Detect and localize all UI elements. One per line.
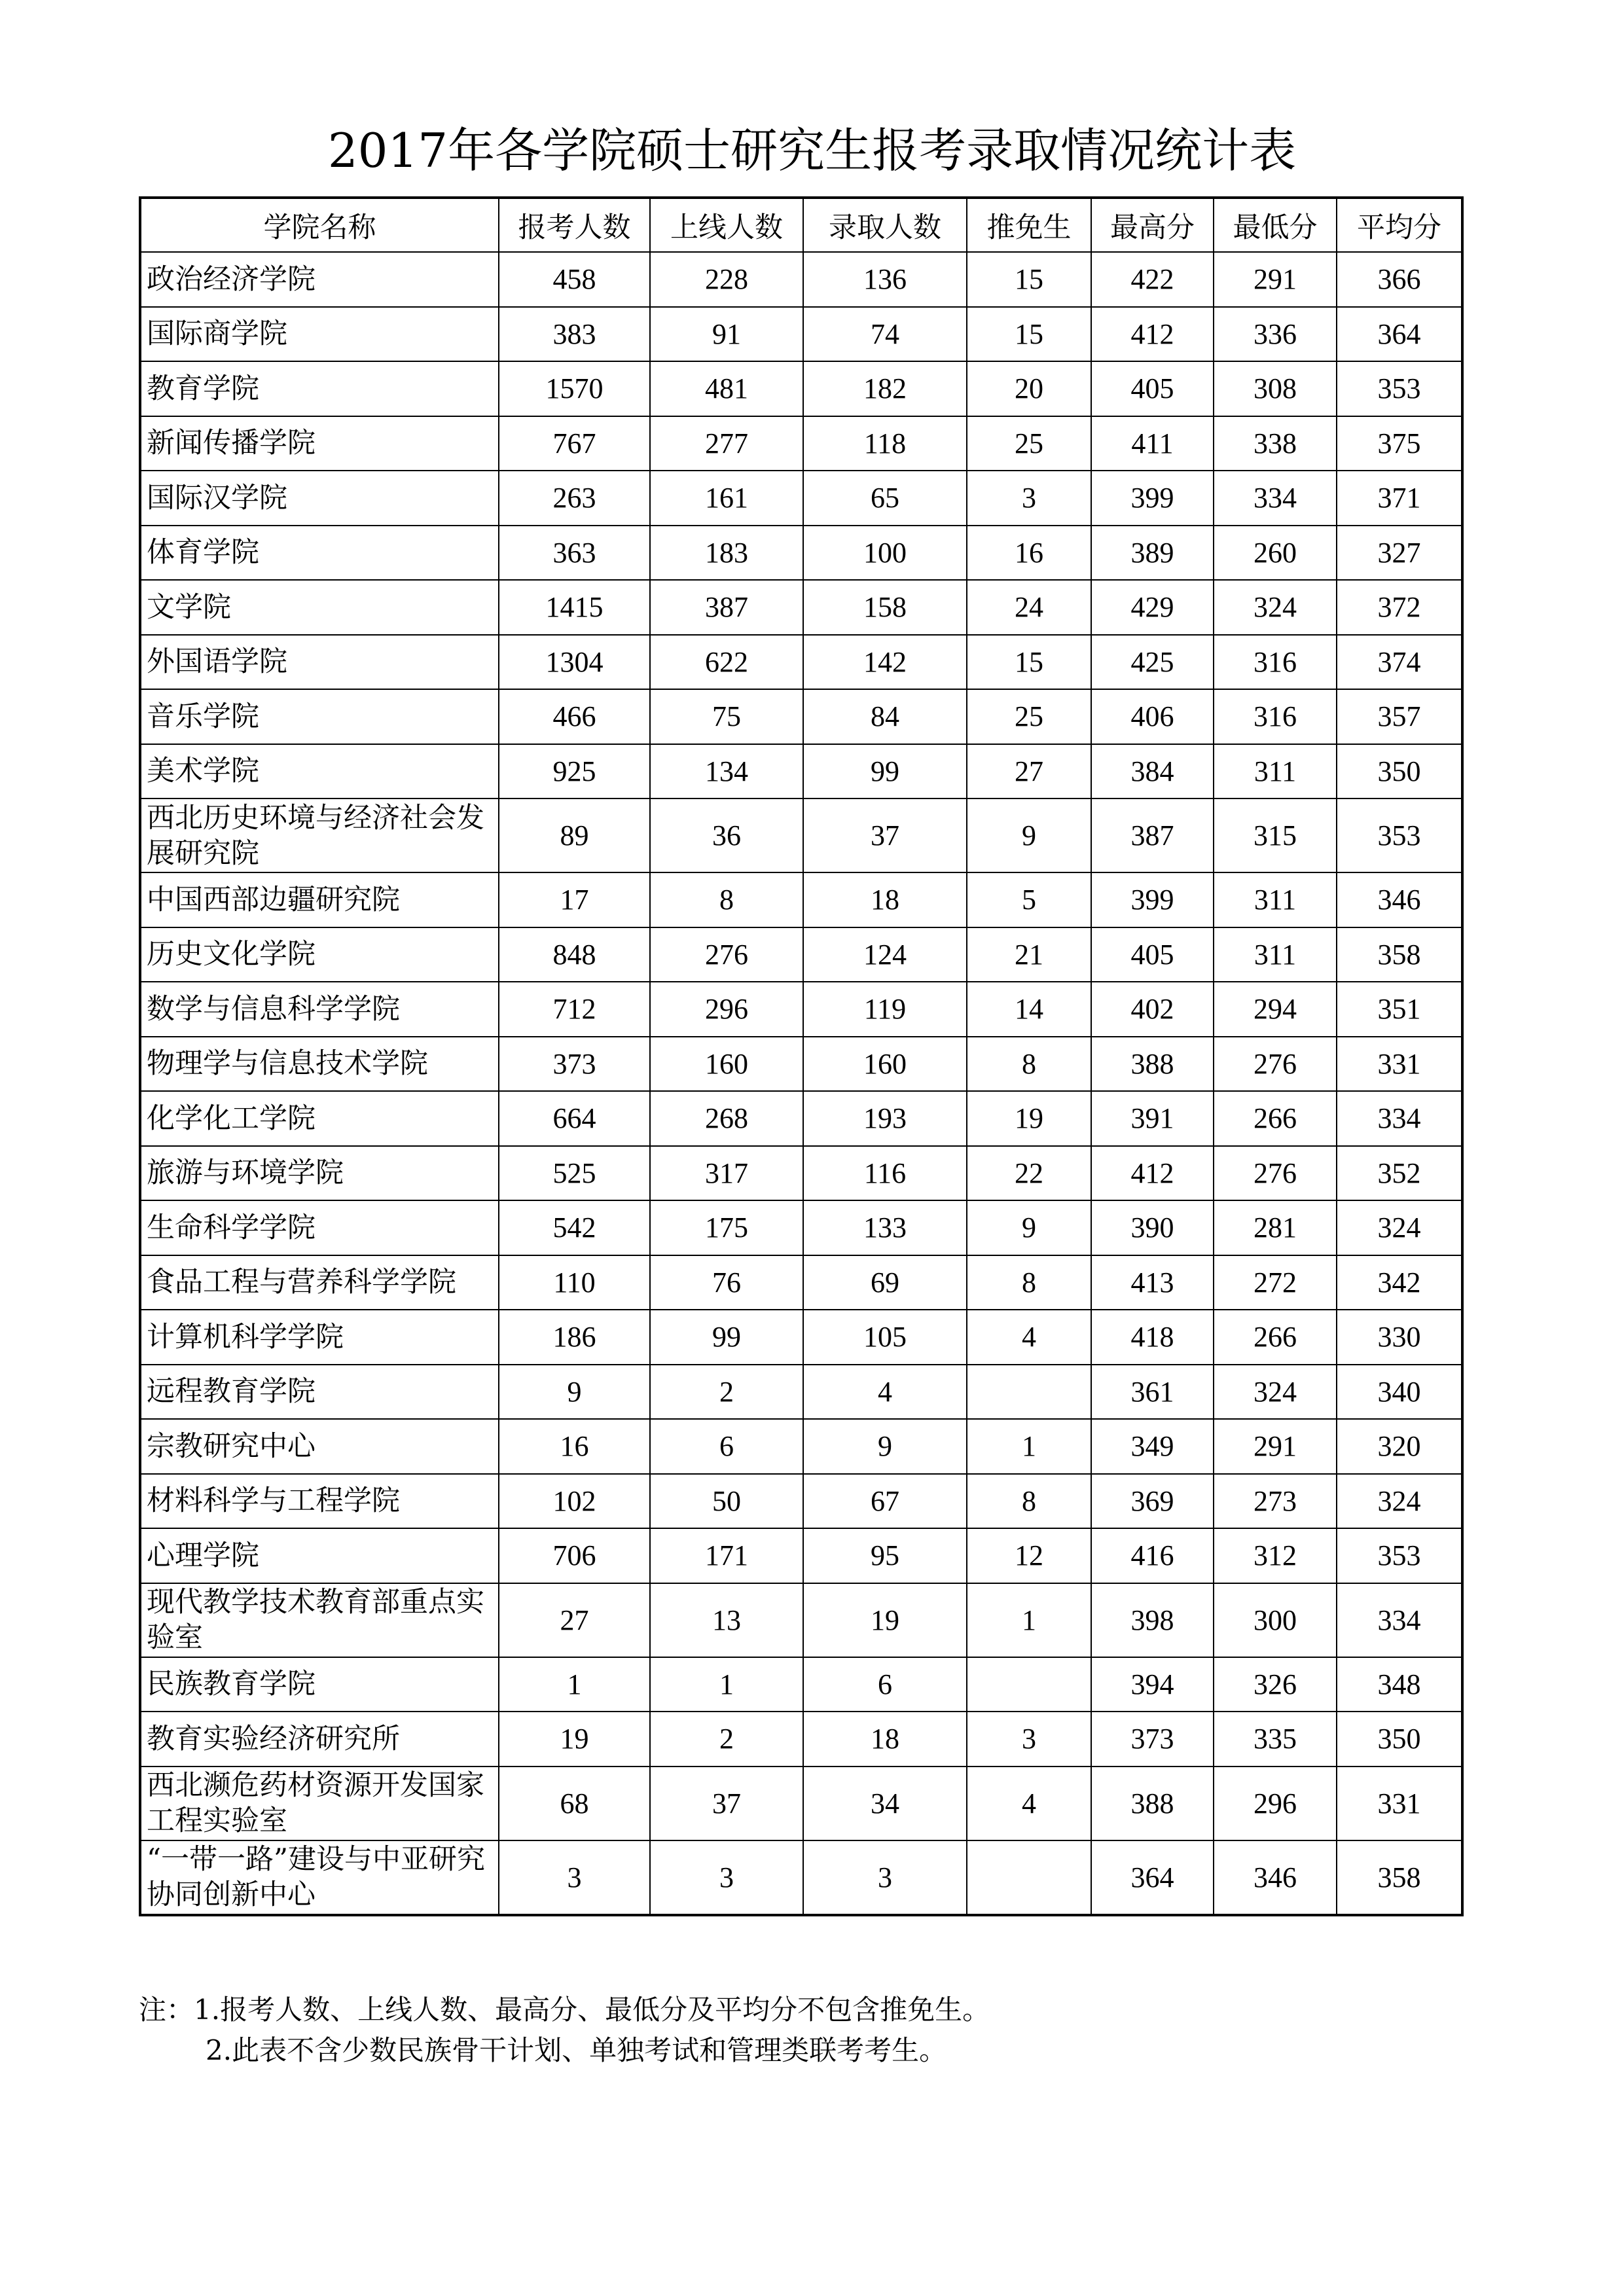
table-row: [140, 1200, 1462, 1255]
table-cell: 364: [1337, 307, 1462, 362]
table-cell: 16: [967, 526, 1091, 581]
table-cell: 100: [803, 526, 967, 581]
table-cell: 95: [803, 1528, 967, 1583]
table-cell: 308: [1214, 361, 1337, 416]
table-cell: 411: [1091, 416, 1214, 471]
table-cell: 388: [1091, 1767, 1214, 1840]
table-row: [140, 526, 1462, 581]
table-cell: 320: [1337, 1419, 1462, 1474]
table-row: [140, 1365, 1462, 1420]
institution-name-cell: 音乐学院: [140, 689, 499, 744]
table-cell: 326: [1214, 1657, 1337, 1712]
table-cell: 3: [499, 1840, 650, 1915]
table-cell: 119: [803, 982, 967, 1037]
institution-name-cell: 文学院: [140, 580, 499, 635]
table-cell: 664: [499, 1091, 650, 1146]
table-cell: 338: [1214, 416, 1337, 471]
table-cell: 15: [967, 307, 1091, 362]
table-cell: 425: [1091, 635, 1214, 690]
table-cell: 136: [803, 252, 967, 307]
institution-name-cell: 西北历史环境与经济社会发展研究院: [140, 798, 499, 872]
table-cell: 175: [650, 1200, 803, 1255]
table-cell: 1: [967, 1419, 1091, 1474]
table-cell: 142: [803, 635, 967, 690]
table-cell: 366: [1337, 252, 1462, 307]
table-cell: 373: [499, 1037, 650, 1092]
table-cell: 767: [499, 416, 650, 471]
table-cell: 373: [1091, 1712, 1214, 1767]
table-cell: 277: [650, 416, 803, 471]
table-cell: [967, 1657, 1091, 1712]
table-cell: 296: [1214, 1767, 1337, 1840]
table-cell: 334: [1337, 1091, 1462, 1146]
table-cell: 6: [803, 1657, 967, 1712]
table-cell: 357: [1337, 689, 1462, 744]
table-cell: 353: [1337, 798, 1462, 872]
table-cell: 228: [650, 252, 803, 307]
table-cell: 161: [650, 471, 803, 526]
table-cell: 848: [499, 927, 650, 982]
table-cell: 25: [967, 689, 1091, 744]
table-cell: 358: [1337, 927, 1462, 982]
table-cell: 353: [1337, 361, 1462, 416]
table-row: [140, 927, 1462, 982]
table-cell: 361: [1091, 1365, 1214, 1420]
table-cell: 8: [967, 1037, 1091, 1092]
table-cell: 4: [803, 1365, 967, 1420]
table-cell: 9: [803, 1419, 967, 1474]
table-cell: 19: [499, 1712, 650, 1767]
table-cell: 389: [1091, 526, 1214, 581]
table-cell: 429: [1091, 580, 1214, 635]
table-row: [140, 798, 1462, 872]
table-cell: 413: [1091, 1255, 1214, 1310]
table-row: [140, 1528, 1462, 1583]
table-cell: 351: [1337, 982, 1462, 1037]
institution-name-cell: 现代教学技术教育部重点实验室: [140, 1583, 499, 1657]
institution-name-cell: 历史文化学院: [140, 927, 499, 982]
table-cell: 387: [650, 580, 803, 635]
table-cell: 182: [803, 361, 967, 416]
table-cell: 9: [967, 1200, 1091, 1255]
table-cell: 266: [1214, 1310, 1337, 1365]
institution-name-cell: “一带一路”建设与中亚研究协同创新中心: [140, 1840, 499, 1915]
table-cell: 317: [650, 1146, 803, 1201]
table-cell: 622: [650, 635, 803, 690]
table-cell: 390: [1091, 1200, 1214, 1255]
table-cell: 2: [650, 1365, 803, 1420]
table-cell: 8: [967, 1474, 1091, 1529]
table-row: [140, 872, 1462, 927]
table-row: [140, 416, 1462, 471]
table-cell: 1: [499, 1657, 650, 1712]
table-cell: 481: [650, 361, 803, 416]
table-cell: 20: [967, 361, 1091, 416]
table-cell: 330: [1337, 1310, 1462, 1365]
table-cell: 193: [803, 1091, 967, 1146]
table-cell: 311: [1214, 872, 1337, 927]
table-cell: 2: [650, 1712, 803, 1767]
column-header: 最高分: [1091, 198, 1214, 252]
table-row: [140, 1474, 1462, 1529]
table-cell: 1304: [499, 635, 650, 690]
table-cell: 311: [1214, 744, 1337, 799]
table-cell: 171: [650, 1528, 803, 1583]
column-header: 学院名称: [140, 198, 499, 252]
table-row: [140, 361, 1462, 416]
table-cell: 273: [1214, 1474, 1337, 1529]
table-cell: 346: [1337, 872, 1462, 927]
table-cell: 263: [499, 471, 650, 526]
table-cell: 399: [1091, 872, 1214, 927]
institution-name-cell: 教育实验经济研究所: [140, 1712, 499, 1767]
table-cell: 102: [499, 1474, 650, 1529]
table-cell: 183: [650, 526, 803, 581]
table-cell: 391: [1091, 1091, 1214, 1146]
table-cell: 9: [967, 798, 1091, 872]
table-cell: 331: [1337, 1767, 1462, 1840]
table-cell: 405: [1091, 361, 1214, 416]
table-cell: 68: [499, 1767, 650, 1840]
institution-name-cell: 国际汉学院: [140, 471, 499, 526]
table-cell: 340: [1337, 1365, 1462, 1420]
table-cell: 276: [1214, 1146, 1337, 1201]
table-cell: 350: [1337, 744, 1462, 799]
table-cell: 383: [499, 307, 650, 362]
table-cell: 27: [967, 744, 1091, 799]
table-cell: 76: [650, 1255, 803, 1310]
table-cell: 1: [650, 1657, 803, 1712]
table-cell: 327: [1337, 526, 1462, 581]
table-cell: 294: [1214, 982, 1337, 1037]
institution-name-cell: 西北濒危药材资源开发国家工程实验室: [140, 1767, 499, 1840]
table-cell: 315: [1214, 798, 1337, 872]
table-cell: [967, 1365, 1091, 1420]
table-cell: 3: [967, 471, 1091, 526]
table-cell: 110: [499, 1255, 650, 1310]
table-row: [140, 471, 1462, 526]
table-cell: 466: [499, 689, 650, 744]
table-row: [140, 580, 1462, 635]
table-cell: 24: [967, 580, 1091, 635]
table-row: [140, 1657, 1462, 1712]
table-cell: 84: [803, 689, 967, 744]
institution-name-cell: 民族教育学院: [140, 1657, 499, 1712]
table-cell: 412: [1091, 307, 1214, 362]
table-row: [140, 1091, 1462, 1146]
table-row: [140, 252, 1462, 307]
table-cell: 25: [967, 416, 1091, 471]
institution-name-cell: 化学化工学院: [140, 1091, 499, 1146]
table-cell: 75: [650, 689, 803, 744]
institution-name-cell: 旅游与环境学院: [140, 1146, 499, 1201]
institution-name-cell: 数学与信息科学学院: [140, 982, 499, 1037]
table-cell: 369: [1091, 1474, 1214, 1529]
table-cell: [967, 1840, 1091, 1915]
footnotes: [139, 1990, 1448, 2071]
table-cell: 349: [1091, 1419, 1214, 1474]
table-row: [140, 1310, 1462, 1365]
table-cell: 300: [1214, 1583, 1337, 1657]
table-cell: 296: [650, 982, 803, 1037]
table-cell: 399: [1091, 471, 1214, 526]
table-cell: 37: [803, 798, 967, 872]
table-cell: 402: [1091, 982, 1214, 1037]
institution-name-cell: 外国语学院: [140, 635, 499, 690]
admission-stats-table: [139, 196, 1464, 1916]
table-cell: 350: [1337, 1712, 1462, 1767]
table-cell: 160: [650, 1037, 803, 1092]
footnote-2: 2.此表不含少数民族骨干计划、单独考试和管理类联考考生。: [206, 2034, 947, 2066]
institution-name-cell: 心理学院: [140, 1528, 499, 1583]
table-cell: 9: [499, 1365, 650, 1420]
table-cell: 37: [650, 1767, 803, 1840]
table-cell: 398: [1091, 1583, 1214, 1657]
table-cell: 316: [1214, 635, 1337, 690]
table-cell: 116: [803, 1146, 967, 1201]
table-cell: 358: [1337, 1840, 1462, 1915]
table-cell: 311: [1214, 927, 1337, 982]
table-cell: 384: [1091, 744, 1214, 799]
table-row: [140, 1712, 1462, 1767]
table-cell: 27: [499, 1583, 650, 1657]
institution-name-cell: 计算机科学学院: [140, 1310, 499, 1365]
table-cell: 34: [803, 1767, 967, 1840]
table-cell: 160: [803, 1037, 967, 1092]
column-header: 平均分: [1337, 198, 1462, 252]
table-row: [140, 1419, 1462, 1474]
table-row: [140, 1840, 1462, 1915]
table-row: [140, 1583, 1462, 1657]
column-header: 录取人数: [803, 198, 967, 252]
table-header-row: [140, 198, 1462, 252]
institution-name-cell: 美术学院: [140, 744, 499, 799]
table-cell: 388: [1091, 1037, 1214, 1092]
table-cell: 346: [1214, 1840, 1337, 1915]
table-cell: 276: [1214, 1037, 1337, 1092]
table-cell: 348: [1337, 1657, 1462, 1712]
table-cell: 418: [1091, 1310, 1214, 1365]
institution-name-cell: 新闻传播学院: [140, 416, 499, 471]
table-cell: 712: [499, 982, 650, 1037]
table-row: [140, 307, 1462, 362]
institution-name-cell: 远程教育学院: [140, 1365, 499, 1420]
table-cell: 21: [967, 927, 1091, 982]
column-header: 推免生: [967, 198, 1091, 252]
table-cell: 15: [967, 635, 1091, 690]
table-cell: 334: [1337, 1583, 1462, 1657]
table-cell: 99: [803, 744, 967, 799]
table-cell: 14: [967, 982, 1091, 1037]
column-header: 上线人数: [650, 198, 803, 252]
page-title: 2017年各学院硕士研究生报考录取情况统计表: [327, 123, 1297, 178]
table-cell: 458: [499, 252, 650, 307]
table-cell: 406: [1091, 689, 1214, 744]
table-cell: 36: [650, 798, 803, 872]
table-cell: 364: [1091, 1840, 1214, 1915]
table-cell: 18: [803, 1712, 967, 1767]
table-cell: 416: [1091, 1528, 1214, 1583]
table-cell: 5: [967, 872, 1091, 927]
table-row: [140, 1767, 1462, 1840]
table-cell: 50: [650, 1474, 803, 1529]
table-cell: 374: [1337, 635, 1462, 690]
table-cell: 375: [1337, 416, 1462, 471]
table-cell: 331: [1337, 1037, 1462, 1092]
table-cell: 353: [1337, 1528, 1462, 1583]
table-cell: 17: [499, 872, 650, 927]
institution-name-cell: 中国西部边疆研究院: [140, 872, 499, 927]
table-cell: 8: [650, 872, 803, 927]
table-row: [140, 1146, 1462, 1201]
table-cell: 412: [1091, 1146, 1214, 1201]
footnote-1: 注：1.报考人数、上线人数、最高分、最低分及平均分不包含推免生。: [139, 1994, 990, 2026]
table-cell: 324: [1214, 1365, 1337, 1420]
table-cell: 134: [650, 744, 803, 799]
table-cell: 15: [967, 252, 1091, 307]
table-cell: 105: [803, 1310, 967, 1365]
table-cell: 124: [803, 927, 967, 982]
table-cell: 89: [499, 798, 650, 872]
table-cell: 74: [803, 307, 967, 362]
table-cell: 3: [967, 1712, 1091, 1767]
table-cell: 186: [499, 1310, 650, 1365]
table-cell: 133: [803, 1200, 967, 1255]
table-cell: 372: [1337, 580, 1462, 635]
table-cell: 1: [967, 1583, 1091, 1657]
table-cell: 99: [650, 1310, 803, 1365]
table-cell: 12: [967, 1528, 1091, 1583]
institution-name-cell: 宗教研究中心: [140, 1419, 499, 1474]
table-row: [140, 1037, 1462, 1092]
table-cell: 281: [1214, 1200, 1337, 1255]
institution-name-cell: 物理学与信息技术学院: [140, 1037, 499, 1092]
table-cell: 19: [967, 1091, 1091, 1146]
table-cell: 324: [1337, 1200, 1462, 1255]
table-cell: 3: [650, 1840, 803, 1915]
table-cell: 118: [803, 416, 967, 471]
column-header: 最低分: [1214, 198, 1337, 252]
table-cell: 8: [967, 1255, 1091, 1310]
institution-name-cell: 教育学院: [140, 361, 499, 416]
table-cell: 4: [967, 1767, 1091, 1840]
table-cell: 272: [1214, 1255, 1337, 1310]
table-cell: 312: [1214, 1528, 1337, 1583]
table-cell: 266: [1214, 1091, 1337, 1146]
table-cell: 16: [499, 1419, 650, 1474]
table-cell: 22: [967, 1146, 1091, 1201]
table-cell: 4: [967, 1310, 1091, 1365]
table-cell: 69: [803, 1255, 967, 1310]
table-cell: 3: [803, 1840, 967, 1915]
table-cell: 18: [803, 872, 967, 927]
institution-name-cell: 政治经济学院: [140, 252, 499, 307]
table-cell: 6: [650, 1419, 803, 1474]
table-cell: 387: [1091, 798, 1214, 872]
table-cell: 260: [1214, 526, 1337, 581]
institution-name-cell: 食品工程与营养科学学院: [140, 1255, 499, 1310]
institution-name-cell: 生命科学学院: [140, 1200, 499, 1255]
table-cell: 405: [1091, 927, 1214, 982]
institution-name-cell: 体育学院: [140, 526, 499, 581]
table-cell: 19: [803, 1583, 967, 1657]
table-cell: 334: [1214, 471, 1337, 526]
table-cell: 276: [650, 927, 803, 982]
table-cell: 91: [650, 307, 803, 362]
table-cell: 1570: [499, 361, 650, 416]
table-cell: 158: [803, 580, 967, 635]
column-header: 报考人数: [499, 198, 650, 252]
table-row: [140, 1255, 1462, 1310]
table-cell: 336: [1214, 307, 1337, 362]
table-cell: 925: [499, 744, 650, 799]
table-cell: 291: [1214, 252, 1337, 307]
table-cell: 1415: [499, 580, 650, 635]
table-row: [140, 744, 1462, 799]
table-cell: 13: [650, 1583, 803, 1657]
table-cell: 363: [499, 526, 650, 581]
table-cell: 706: [499, 1528, 650, 1583]
table-cell: 316: [1214, 689, 1337, 744]
table-cell: 291: [1214, 1419, 1337, 1474]
table-cell: 422: [1091, 252, 1214, 307]
institution-name-cell: 国际商学院: [140, 307, 499, 362]
table-row: [140, 635, 1462, 690]
table-cell: 394: [1091, 1657, 1214, 1712]
table-cell: 324: [1337, 1474, 1462, 1529]
table-cell: 371: [1337, 471, 1462, 526]
table-row: [140, 689, 1462, 744]
table-cell: 324: [1214, 580, 1337, 635]
table-cell: 342: [1337, 1255, 1462, 1310]
table-cell: 542: [499, 1200, 650, 1255]
table-cell: 525: [499, 1146, 650, 1201]
table-cell: 352: [1337, 1146, 1462, 1201]
table-cell: 268: [650, 1091, 803, 1146]
table-cell: 335: [1214, 1712, 1337, 1767]
institution-name-cell: 材料科学与工程学院: [140, 1474, 499, 1529]
table-row: [140, 982, 1462, 1037]
table-cell: 67: [803, 1474, 967, 1529]
table-cell: 65: [803, 471, 967, 526]
